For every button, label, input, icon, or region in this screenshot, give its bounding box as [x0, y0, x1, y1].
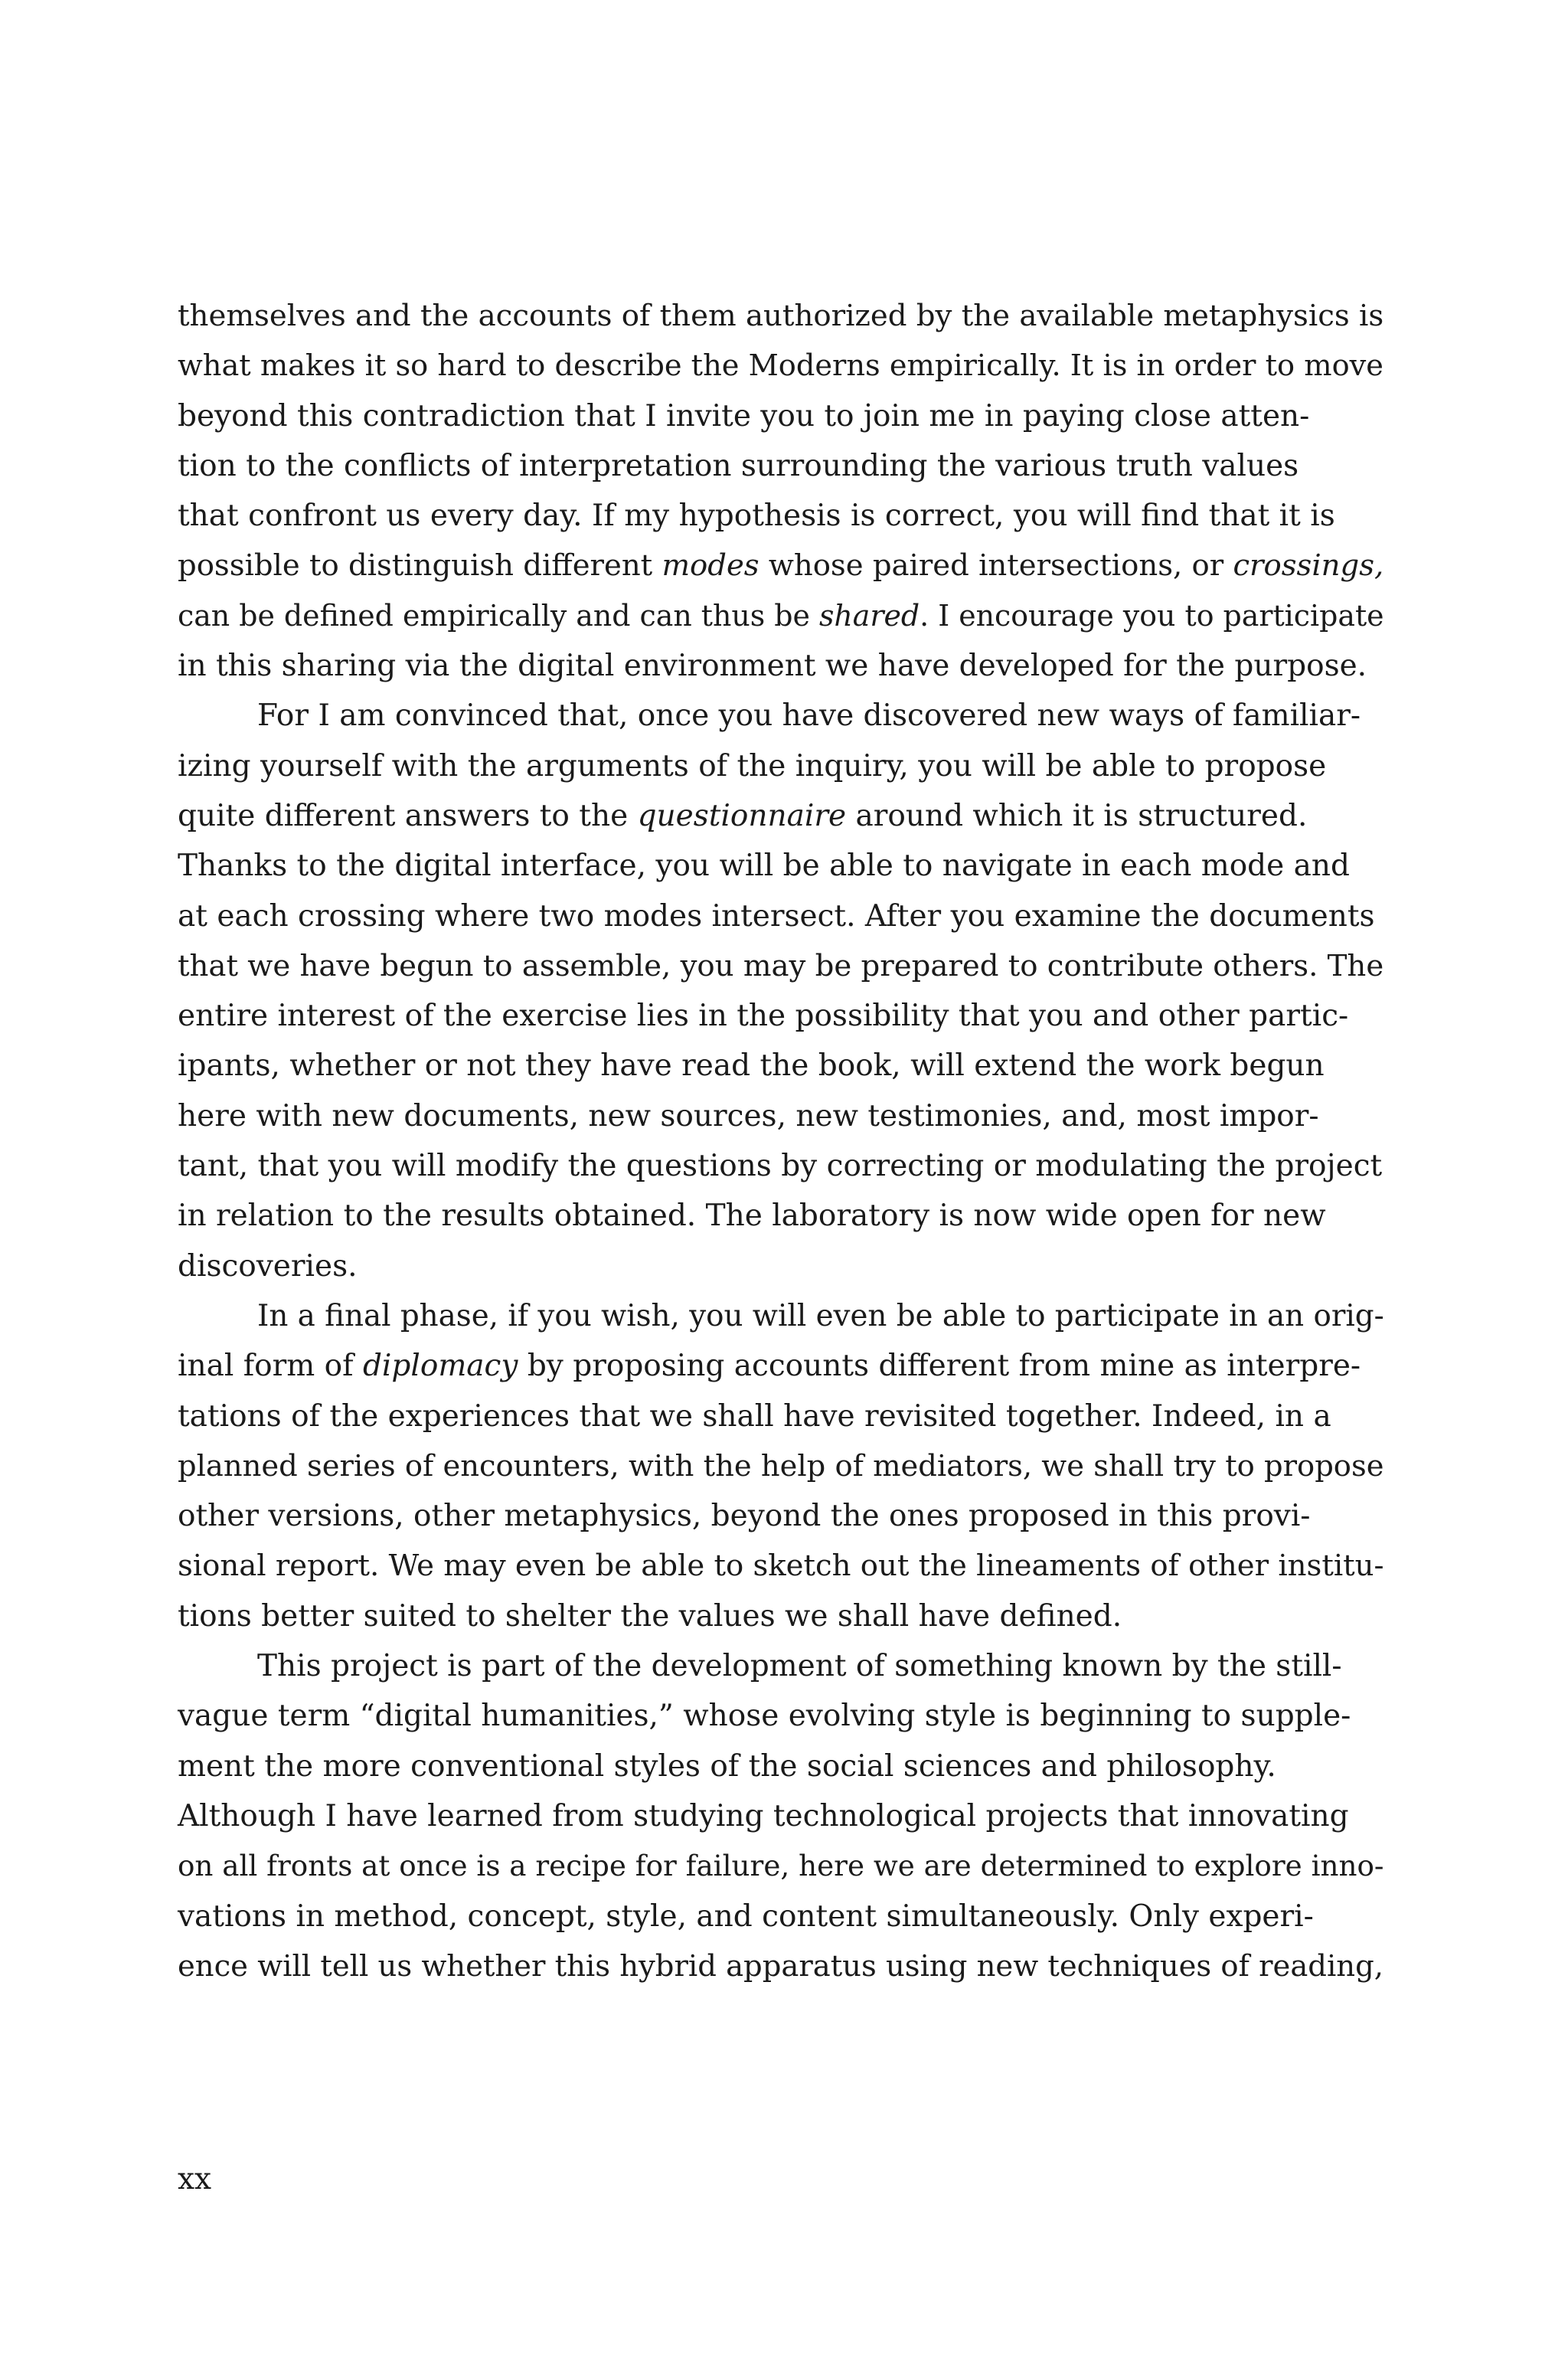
text-line	[178, 1191, 1384, 1241]
text-run: vations in method, concept, style, and content simultaneously. Only experi-	[178, 1899, 1314, 1934]
text-line	[178, 1041, 1384, 1091]
text-run: that confront us every day. If my hypothesis is correct, you will find that it is	[178, 499, 1335, 534]
text-run: sional report. We may even be able to sketch out the lineaments of other institu-	[178, 1549, 1384, 1584]
text-line	[178, 1892, 1384, 1941]
text-run: that we have begun to assemble, you may be prepared to contribute others. The	[178, 948, 1384, 983]
text-run: Although I have learned from studying technological projects that innovating	[178, 1798, 1349, 1833]
text-line	[178, 1841, 1384, 1891]
text-line	[178, 591, 1384, 641]
text-run: This project is part of the development of something known by the still-	[257, 1649, 1342, 1684]
text-line	[178, 341, 1384, 391]
text-run: entire interest of the exercise lies in the possibility that you and other partic-	[178, 999, 1349, 1034]
text-line	[178, 391, 1384, 441]
text-run: planned series of encounters, with the help of mediators, we shall try to propose	[178, 1448, 1384, 1483]
text-run: tations of the experiences that we shall have revisited together. Indeed, in a	[178, 1398, 1331, 1434]
text-run: tant, that you will modify the questions by correcting or modulating the project	[178, 1149, 1383, 1184]
text-run: on all fronts at once is a recipe for failure, here we are determined to explore inno-	[178, 1849, 1384, 1883]
text-run: vague term “digital humanities,” whose evolving style is beginning to supple-	[178, 1699, 1351, 1734]
text-run: tion to the conflicts of interpretation surrounding the various truth values	[178, 448, 1299, 483]
text-line	[178, 1141, 1384, 1191]
text-run: ence will tell us whether this hybrid apparatus using new techniques of reading,	[178, 1948, 1383, 1984]
text-run: izing yourself with the arguments of the inquiry, you will be able to propose	[178, 748, 1327, 783]
text-line	[178, 1291, 1384, 1341]
text-line	[178, 1641, 1384, 1691]
italic-term: diplomacy	[362, 1349, 518, 1384]
text-run: other versions, other metaphysics, beyond the ones proposed in this provi-	[178, 1499, 1311, 1534]
text-line	[178, 741, 1384, 791]
text-line	[178, 1241, 1384, 1291]
text-line	[178, 791, 1384, 841]
text-run: . I encourage you to participate	[920, 598, 1384, 633]
text-line	[178, 1742, 1384, 1791]
text-run: around which it is structured.	[846, 798, 1308, 833]
text-run: themselves and the accounts of them authorized by the available metaphysics is	[178, 299, 1384, 333]
text-line	[178, 541, 1384, 590]
paragraph	[178, 691, 1384, 1291]
text-line	[178, 291, 1384, 341]
text-line	[178, 841, 1384, 891]
text-line	[178, 1091, 1384, 1141]
text-run: ipants, whether or not they have read the book, will extend the work begun	[178, 1048, 1325, 1084]
text-line	[178, 991, 1384, 1041]
text-run: In a final phase, if you wish, you will even be able to participate in an orig-	[257, 1298, 1384, 1333]
text-run: whose paired intersections, or	[759, 548, 1233, 584]
text-run: can be defined empirically and can thus be	[178, 598, 819, 633]
text-line	[178, 941, 1384, 991]
text-run: quite different answers to the	[178, 798, 638, 833]
text-line	[178, 1392, 1384, 1441]
text-line	[178, 1941, 1384, 1991]
text-run: beyond this contradiction that I invite you to join me in paying close atten-	[178, 398, 1310, 433]
paragraph	[178, 1291, 1384, 1641]
text-line	[178, 1591, 1384, 1641]
text-run: discoveries.	[178, 1248, 358, 1284]
text-run: in relation to the results obtained. The laboratory is now wide open for new	[178, 1199, 1326, 1234]
text-run: inal form of	[178, 1349, 363, 1384]
italic-term: questionnaire	[637, 798, 847, 833]
text-line	[178, 491, 1384, 541]
text-line	[178, 441, 1384, 491]
text-line	[178, 691, 1384, 741]
italic-term: modes	[662, 548, 760, 584]
text-run: ment the more conventional styles of the social sciences and philosophy.	[178, 1748, 1276, 1784]
text-line	[178, 1441, 1384, 1491]
text-line	[178, 641, 1384, 691]
page-number: xx	[178, 2162, 211, 2196]
text-line	[178, 1541, 1384, 1591]
text-run: by proposing accounts different from mine as interpre-	[518, 1349, 1361, 1384]
text-run: For I am convinced that, once you have discovered new ways of familiar-	[257, 698, 1361, 734]
italic-term: shared	[818, 598, 920, 633]
paragraph	[178, 1641, 1384, 1991]
text-run: in this sharing via the digital environment we have developed for the purpose.	[178, 649, 1367, 684]
paragraph	[178, 291, 1384, 691]
text-line	[178, 1341, 1384, 1391]
italic-term: crossings,	[1233, 548, 1384, 584]
text-run: Thanks to the digital interface, you will be able to navigate in each mode and	[178, 849, 1350, 884]
text-run: what makes it so hard to describe the Moderns empirically. It is in order to move	[178, 348, 1383, 384]
body-text	[178, 291, 1384, 1991]
text-line	[178, 1791, 1384, 1841]
text-line	[178, 1491, 1384, 1541]
text-line	[178, 891, 1384, 941]
text-run: tions better suited to shelter the values we shall have defined.	[178, 1598, 1122, 1634]
text-run: at each crossing where two modes intersect. After you examine the documents	[178, 898, 1375, 934]
text-line	[178, 1691, 1384, 1741]
text-run: here with new documents, new sources, new testimonies, and, most impor-	[178, 1098, 1319, 1133]
text-run: possible to distinguish different	[178, 548, 662, 584]
